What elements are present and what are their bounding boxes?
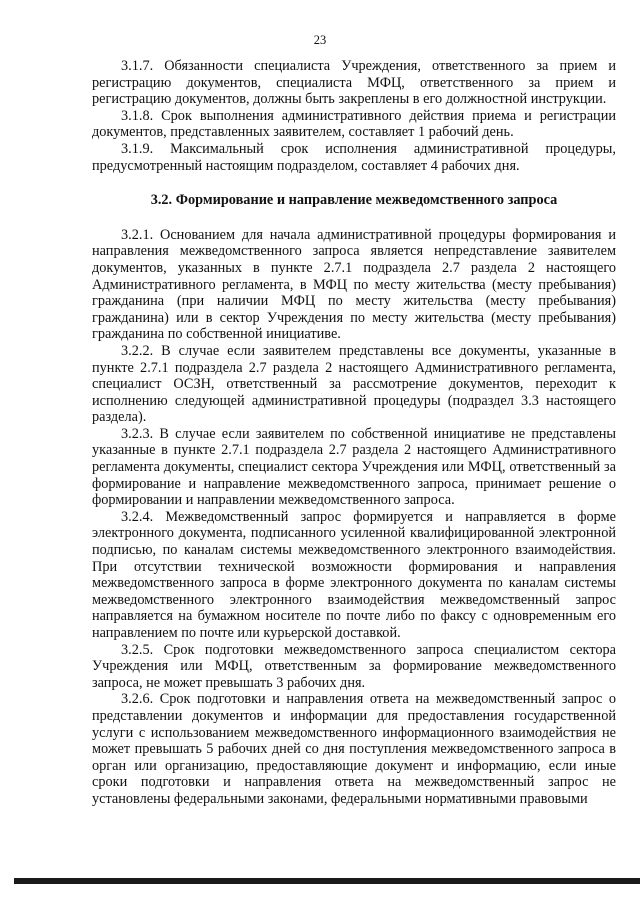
document-body <box>92 58 616 808</box>
paragraph-3-1-8: 3.1.8. Срок выполнения административного действия приема и регистрации документов, представленных заявителем, составляет 1 рабочий день. <box>92 107 616 141</box>
paragraph-3-2-4: 3.2.4. Межведомственный запрос формируется и направляется в форме электронного документа, подписанного усиленной квалифицированной электронной подписью, по каналам системы межведомственного электронного взаимодействия. При отсутствии технической возможности формирования и направления межведомственного запроса в форме электронного документа по каналам системы межведомственного электронного взаимодействия межведомственный запрос направляется на бумажном носителе по почте либо по факсу с одновременным его направлением по почте или курьерской доставкой. <box>92 508 616 641</box>
paragraph-3-2-6: 3.2.6. Срок подготовки и направления ответа на межведомственный запрос о представлении документов и информации для предоставления государственной услуги с использованием межведомственного информационного взаимодействия не может превышать 5 рабочих дней со дня поступления межведомственного запроса в орган или организацию, предоставляющие документ и информацию, если иные сроки подготовки и направления ответа на межведомственный запрос не установлены федеральными законами, федеральными нормативными правовыми <box>92 691 616 807</box>
page-number: 23 <box>313 33 327 47</box>
paragraph-3-2-2: 3.2.2. В случае если заявителем представлены все документы, указанные в пункте 2.7.1 подраздела 2.7 раздела 2 настоящего Административного регламента, специалист ОСЗН, ответственный за рассмотрение документов, переходит к исполнению следующей административной процедуры (подраздел 3.3 настоящего раздела). <box>92 342 616 426</box>
scan-edge-divider <box>14 878 640 884</box>
paragraph-3-2-1: 3.2.1. Основанием для начала административной процедуры формирования и направления межведомственного запроса является непредставление заявителем документов, указанных в пункте 2.7.1 подраздела 2.7 раздела 2 настоящего Административного регламента, в МФЦ по месту жительства (месту пребывания) гражданина (при наличии МФЦ по месту жительства (месту пребывания) гражданина) или в сектор Учреждения по месту жительства (месту пребывания) гражданина по собственной инициативе. <box>92 226 616 343</box>
section-heading-3-2: 3.2. Формирование и направление межведомственного запроса <box>150 192 558 209</box>
paragraph-3-1-9: 3.1.9. Максимальный срок исполнения административной процедуры, предусмотренный настоящим подразделом, составляет 4 рабочих дня. <box>92 140 616 174</box>
paragraph-3-1-7: 3.1.7. Обязанности специалиста Учреждения, ответственного за прием и регистрацию документов, специалиста МФЦ, ответственного за прием и регистрацию документов, должны быть закреплены в его должностной инструкции. <box>92 58 616 108</box>
paragraph-3-2-3: 3.2.3. В случае если заявителем по собственной инициативе не представлены указанные в пункте 2.7.1 подраздела 2.7 раздела 2 настоящего Административного регламента документы, специалист сектора Учреждения или МФЦ, ответственный за формирование и направление межведомственного запроса, принимает решение о формировании и направлении межведомственного запроса. <box>92 425 616 509</box>
paragraph-3-2-5: 3.2.5. Срок подготовки межведомственного запроса специалистом сектора Учреждения или МФЦ, ответственным за формирование межведомственного запроса, не может превышать 3 рабочих дня. <box>92 641 616 691</box>
